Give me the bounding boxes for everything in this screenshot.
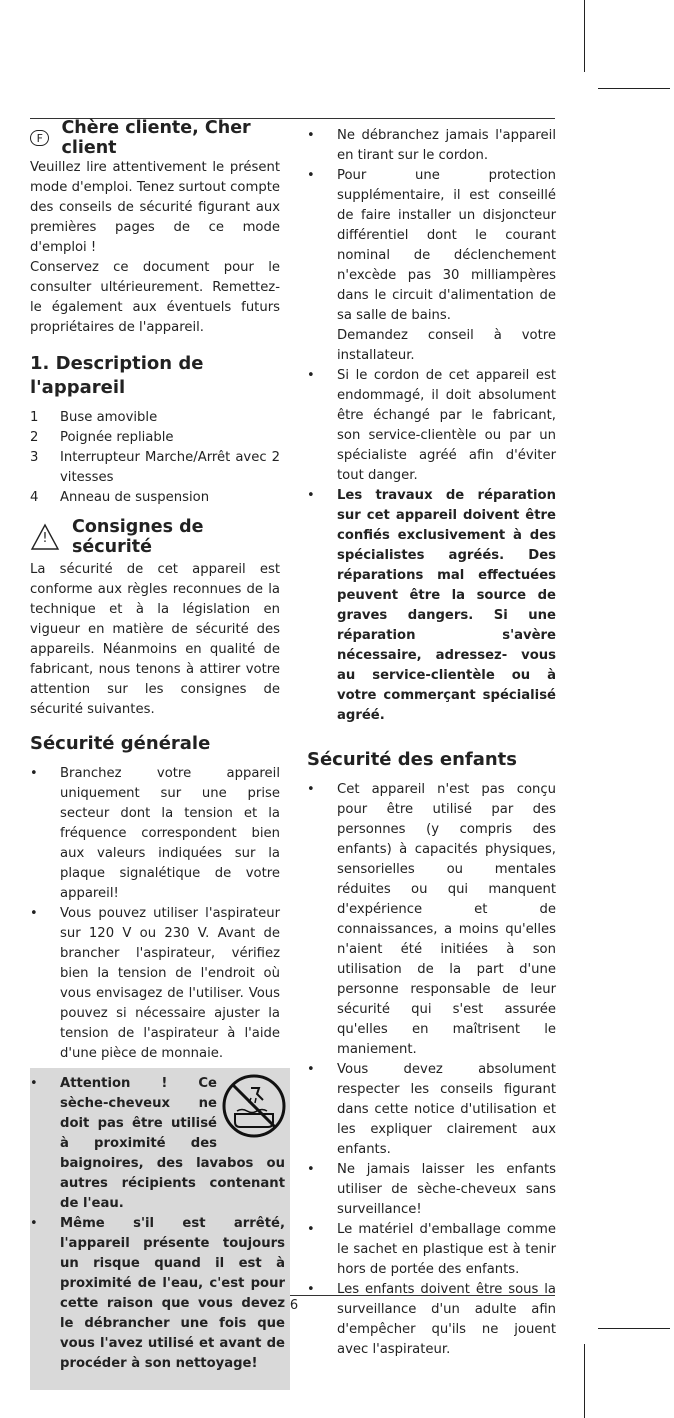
list-item: 1 Buse amovible (30, 410, 158, 425)
list-item: • Pour une protection supplémentaire, il est conseillé de faire installer un disjoncteur différentiel dont le courant nominal de déclenchement n'excède pas 30 milliampères dans le circuit d'alimentation de sa salle de bains. Demandez conseil à votre installateur. (307, 168, 556, 363)
warning-triangle-icon (30, 523, 60, 551)
list-item: • Vous pouvez utiliser l'aspirateur sur 120 V ou 230 V. Avant de brancher l'aspirateur, vérifiez bien la tension de l'endroit où vous envisagez de l'utiliser. Vous pouvez si nécessaire ajuster la tension de l'aspirateur à l'aide d'une pièce de monnaie. (30, 906, 280, 1061)
greeting-title: Chère cliente, Cher client (61, 118, 251, 158)
children-safety-title: Sécurité des enfants (307, 749, 517, 770)
safety-list-continued (307, 126, 556, 726)
description-list (30, 408, 280, 508)
children-safety-list (307, 780, 556, 1360)
list-item: • Le matériel d'emballage comme le sachet en plastique est à tenir hors de portée des enfants. (307, 1222, 556, 1277)
safety-title: Consignes de sécurité (72, 517, 204, 557)
general-safety-list (30, 764, 280, 1064)
warning-text-2: Même s'il est arrêté, l'appareil présente toujours un risque quand il est à proximité de l'eau, c'est pour cette raison que vous devez le débrancher une fois que vous l'avez utilisé et avant de procéder à son nettoyage! (60, 1216, 285, 1371)
list-item: • Ne débranchez jamais l'appareil en tirant sur le cordon. (307, 128, 556, 163)
list-item: 3 Interrupteur Marche/Arrêt avec 2 vitesses (30, 450, 280, 485)
list-item: • Les enfants doivent être sous la surveillance d'un adulte afin d'empêcher qu'ils ne jouent avec l'aspirateur. (307, 1282, 556, 1357)
water-warning-box (30, 1068, 290, 1390)
list-item: • Vous devez absolument respecter les conseils figurant dans cette notice d'utilisation et les expliquer clairement aux enfants. (307, 1062, 556, 1157)
right-column (307, 126, 556, 1360)
page-number: 6 (289, 1298, 299, 1313)
warning-symbol: ! (42, 531, 48, 546)
list-item: 2 Poignée repliable (30, 430, 174, 445)
list-item: • Cet appareil n'est pas conçu pour être utilisé par des personnes (y compris des enfants) à capacités physiques, sensorielles ou mentales réduites ou qui manquent d'expérience et de connaissances, a moins qu'elles n'aient été initiées à son utilisation de la part d'une personne responsable de leur sécurité qui s'est assurée qu'elles en maîtrisent le maniement. (307, 782, 556, 1057)
safety-header (30, 517, 280, 557)
list-item: • Attention ! Ce sèche-cheveux ne doit pas être utilisé à proximité des baignoires, des lavabos ou autres récipients contenant de l'eau. (30, 1076, 285, 1211)
list-item: • Branchez votre appareil uniquement sur une prise secteur dont la tension et la fréquence correspondent bien aux valeurs indiquées sur la plaque signalétique de votre appareil! (30, 766, 280, 901)
description-title: 1. Description de l'appareil (30, 353, 204, 398)
left-column (30, 118, 285, 1390)
intro-paragraph-1: Veuillez lire attentivement le présent mode d'emploi. Tenez surtout compte des conseils de sécurité figurant aux premières pages de ce mode d'emploi ! (30, 160, 280, 255)
language-badge: F (30, 130, 49, 146)
list-item: • Les travaux de réparation sur cet appareil doivent être confiés exclusivement à des spécialistes agréés. Des réparations mal effectuées peuvent être la source de graves dangers. Si une réparation s'avère nécessaire, adressez- vous au service-clientèle ou à votre commerçant spécialisé agréé. (307, 488, 556, 723)
crop-mark-bottom-vertical (584, 1344, 585, 1418)
list-item: • Si le cordon de cet appareil est endommagé, il doit absolument être échangé par le fabricant, son service-clientèle ou par un spécialiste agréé afin d'éviter tout danger. (307, 368, 556, 483)
safety-intro: La sécurité de cet appareil est conforme aux règles reconnues de la technique et à la législation en vigueur en matière de sécurité des appareils. Néanmoins en qualité de fabricant, nous tenons à attirer votre attention sur les consignes de sécurité suivantes. (30, 562, 280, 717)
general-safety-title: Sécurité générale (30, 733, 211, 754)
greeting-header (30, 118, 280, 158)
intro-paragraph-2: Conservez ce document pour le consulter ultérieurement. Remettez-le également aux éventuels futurs propriétaires de l'appareil. (30, 260, 280, 335)
list-item: • Même s'il est arrêté, l'appareil présente toujours un risque quand il est à proximité de l'eau, c'est pour cette raison que vous devez le débrancher une fois que vous l'avez utilisé et avant de procéder à son nettoyage! (30, 1214, 285, 1374)
crop-mark-top-horizontal (598, 88, 670, 89)
installer-note: Demandez conseil à votre installateur. (337, 328, 556, 363)
list-item: • Ne jamais laisser les enfants utiliser de sèche-cheveux sans surveillance! (307, 1162, 556, 1217)
crop-mark-bottom-horizontal (598, 1328, 670, 1329)
crop-mark-top-vertical (584, 0, 585, 72)
no-use-near-bath-icon (221, 1074, 287, 1145)
warning-text-1: Attention ! Ce sèche-cheveux ne doit pas être utilisé à proximité des baignoires, des lavabos ou autres récipients contenant de l'eau. (60, 1076, 285, 1211)
list-item: 4 Anneau de suspension (30, 490, 210, 505)
